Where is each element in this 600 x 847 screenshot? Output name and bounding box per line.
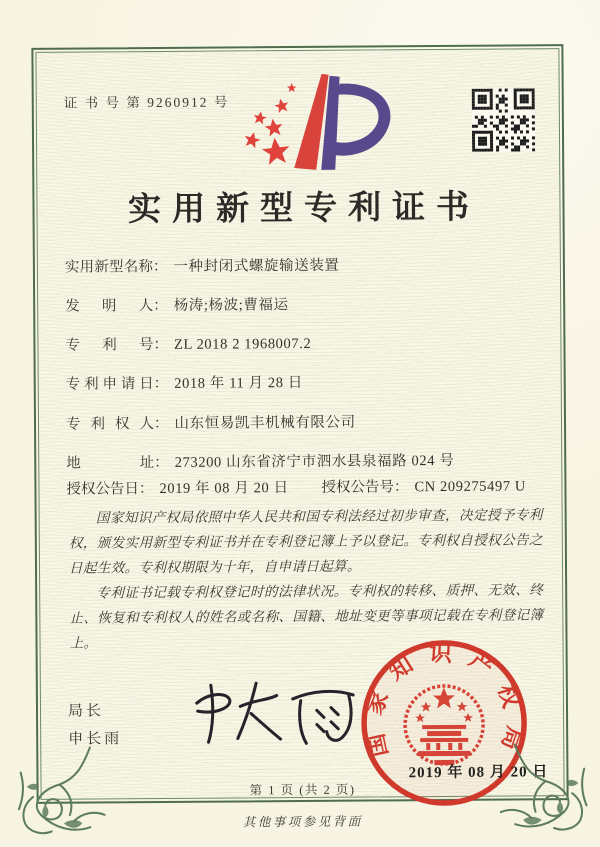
field-value: ZL 2018 2 1968007.2 xyxy=(173,335,312,353)
field-colon: ： xyxy=(138,481,154,498)
field-colon: ： xyxy=(154,454,169,472)
certificate-frame xyxy=(31,44,568,804)
grant-number-label: 授权公告号 xyxy=(321,479,395,496)
field-label: 实用新型名称 xyxy=(64,259,153,276)
certificate-number: 证 书 号 第 9260912 号 xyxy=(63,94,230,111)
qr-code xyxy=(472,88,535,151)
grant-date-label: 授权公告日 xyxy=(66,481,140,498)
grant-date-value: 2019 年 08 月 20 日 xyxy=(159,480,289,497)
legal-paragraph-1: 国家知识产权局依照中华人民共和国专利法经过初步审查，决定授予专利权，颁发实用新型专利证书并在专利登记簿上予以登记。专利权自授权公告之日起生效。专利权期限为十年，自申请日起算。 xyxy=(68,507,543,576)
field-value: 273200 山东省济宁市泗水县泉福路 024 号 xyxy=(174,452,455,471)
field-utility-model-name xyxy=(65,252,545,276)
field-colon: ： xyxy=(153,297,168,315)
seal-text: 国家知识产权局 xyxy=(359,640,529,768)
field-colon: ： xyxy=(153,336,169,354)
grant-number-group xyxy=(321,474,526,496)
signer-title: 局长 xyxy=(67,703,105,720)
seal-date: 2019 年 08 月 20 日 xyxy=(408,764,549,782)
field-colon: ： xyxy=(153,375,169,393)
field-patentee xyxy=(66,409,546,433)
field-filing-date xyxy=(66,369,546,393)
grant-row xyxy=(66,474,556,498)
field-value: 2018 年 11 月 28 日 xyxy=(174,374,303,392)
field-label: 发明人 xyxy=(65,298,154,315)
field-colon: ： xyxy=(153,415,169,433)
certificate-title: 实用新型专利证书 xyxy=(127,189,481,229)
field-value: 一种封闭式螺旋输送装置 xyxy=(173,257,340,275)
director-signature-icon xyxy=(186,674,365,755)
page-number: 第 1 页 (共 2 页) xyxy=(249,782,356,798)
cnipa-patent-logo-icon xyxy=(229,61,402,182)
field-label: 地址 xyxy=(66,455,155,472)
legal-paragraph-2: 专利证书记载专利权登记时的法律状况。专利权的转移、质押、无效、终止、恢复和专利权人的姓名或名称、国籍、地址变更等事项记载在专利登记簿上。 xyxy=(69,582,544,651)
field-label: 专利申请日 xyxy=(65,376,154,393)
signer-name: 申长雨 xyxy=(68,731,123,748)
field-patent-number xyxy=(65,330,545,354)
field-label: 专利权人 xyxy=(65,416,155,433)
reverse-side-note: 其他事项参见背面 xyxy=(242,814,363,830)
grant-number-value: CN 209275497 U xyxy=(414,478,527,496)
field-list xyxy=(65,252,547,490)
field-address xyxy=(66,448,546,472)
field-colon: ： xyxy=(393,479,409,496)
field-colon: ： xyxy=(152,258,168,276)
field-label: 专利号 xyxy=(65,337,154,354)
field-inventors xyxy=(65,291,545,315)
field-value: 山东恒易凯丰机械有限公司 xyxy=(174,414,356,432)
field-value: 杨涛;杨波;曹福运 xyxy=(173,297,289,314)
